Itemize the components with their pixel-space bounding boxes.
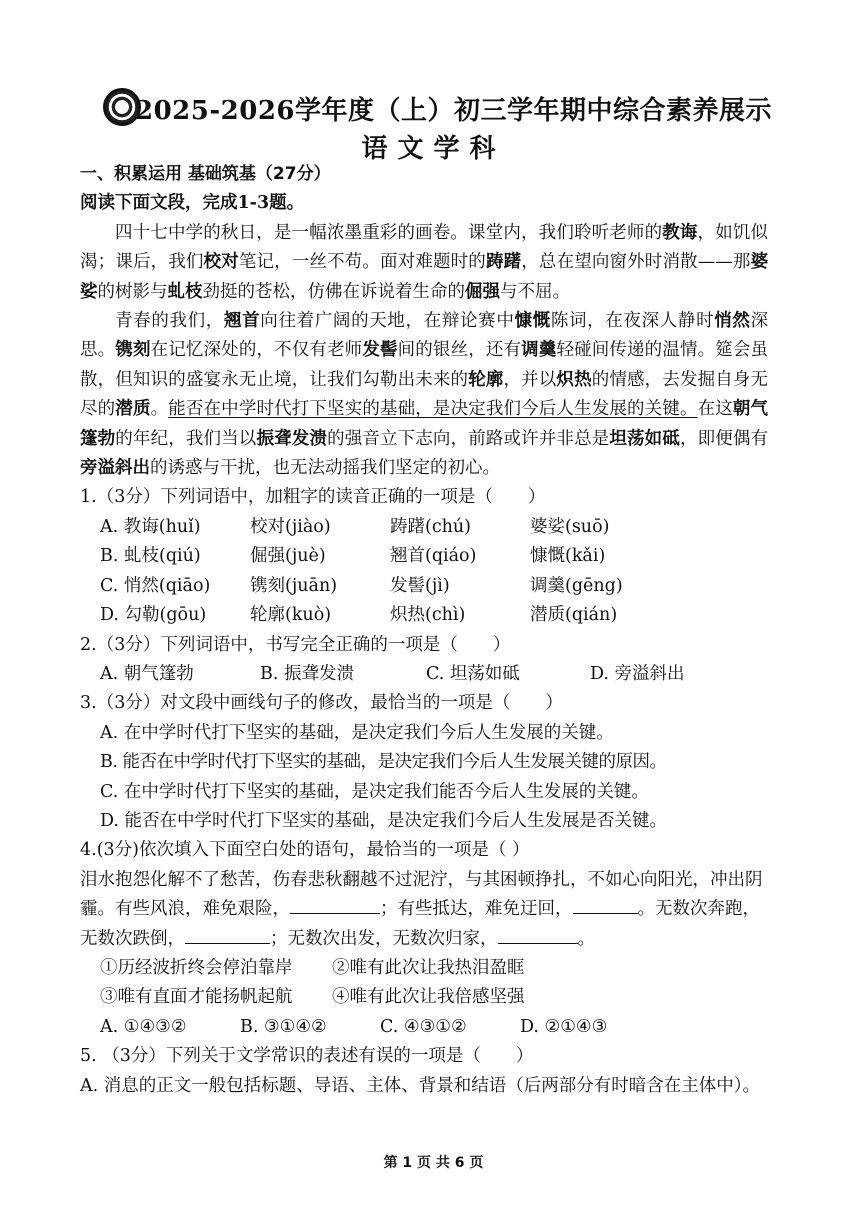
- text-run: 向往着广阔的天地，在辩论赛中: [260, 311, 515, 332]
- text-run: 的树影与: [97, 281, 168, 302]
- fill-blank: [498, 925, 578, 944]
- option-row: [80, 513, 768, 542]
- text-run: 的年纪，我们当以: [115, 428, 257, 449]
- section-heading: 一、积累运用 基础筑基（27分）: [80, 164, 331, 184]
- bold-word: 潜质: [115, 399, 151, 420]
- bold-word: 翘首: [223, 311, 261, 332]
- option-word: 潜质(qián): [530, 605, 618, 626]
- reading-instruction: 阅读下面文段，完成1-3题。: [80, 193, 305, 214]
- bold-word: 婆娑: [80, 252, 769, 302]
- text-run: 间的银丝，还有: [397, 340, 522, 361]
- text-run: ，即便偶有: [679, 428, 769, 449]
- bold-word: 朝气篷勃: [80, 399, 769, 449]
- bold-word: 踌躇: [485, 252, 522, 273]
- option: A. 消息的正文一般包括标题、导语、主体、背景和结语（后两部分有时暗含在主体中）。: [80, 1075, 761, 1096]
- option-word: 发髻(jì): [390, 575, 450, 596]
- bold-word: 慷慨: [514, 311, 551, 332]
- text-run: ，并以: [503, 369, 557, 390]
- text-run: 深思。: [80, 311, 769, 361]
- option-word: A. 教诲(huǐ): [100, 516, 201, 537]
- option: A. 朝气篷勃: [100, 663, 194, 684]
- question-2-options: [80, 660, 768, 689]
- option-word: C. 悄然(qiāo): [100, 575, 211, 596]
- text-run: 在记忆深处的，不仅有老师: [150, 340, 363, 361]
- exam-title: 2025-2026学年度（上）初三学年期中综合素养展示: [134, 96, 773, 126]
- option: B. 能否在中学时代打下坚实的基础，是决定我们今后人生发展关键的原因。: [100, 752, 667, 773]
- fill-blank: [290, 895, 380, 914]
- option-word: 调羹(gēng): [530, 575, 623, 596]
- bold-word: 虬枝: [167, 281, 203, 302]
- option-word: 轮廓(kuò): [250, 605, 332, 626]
- option-word: 婆娑(suō): [530, 516, 610, 537]
- option-word: 镌刻(juān): [250, 575, 338, 596]
- option: D. 旁溢斜出: [590, 663, 685, 684]
- question-4-choice-row: ①历经波折终会停泊靠岸 ②唯有此次让我热泪盈眶: [100, 957, 525, 978]
- bold-word: 悄然: [714, 311, 751, 332]
- text-run: 的情感，去发掘自身无尽的: [80, 369, 769, 420]
- fill-blank: [573, 895, 638, 914]
- page-number: 第 1 页 共 6 页: [383, 1155, 484, 1171]
- text-run: 的强音立下志向，前路或许并非总是: [327, 428, 610, 449]
- text-run: 笔记，一丝不苟。面对难题时的: [238, 252, 486, 273]
- bold-word: 倔强: [465, 281, 500, 302]
- bold-word: 发髻: [362, 340, 398, 361]
- option-word: 翘首(qiáo): [390, 546, 477, 567]
- text-run: 的诱惑与干扰，也无法动摇我们坚定的初心。: [150, 458, 500, 479]
- bold-word: 旁溢斜出: [80, 458, 150, 479]
- text-run: 与不屈。: [500, 281, 570, 302]
- question-3-stem: 3.（3分）对文段中画线句子的修改，最恰当的一项是（ ）: [80, 693, 563, 714]
- text-run: ，总在望向窗外时消散——那: [521, 252, 751, 273]
- option-row: [80, 601, 768, 630]
- underlined-sentence: 能否在中学时代打下坚实的基础，是决定我们今后人生发展的关键。: [168, 399, 698, 420]
- subject-title: 语文学科: [361, 134, 506, 164]
- option: B. 振聋发溃: [260, 663, 354, 684]
- option-word: 踌躇(chú): [390, 516, 471, 537]
- question-1-options: [80, 513, 768, 631]
- text-run: 。: [150, 399, 169, 420]
- reading-paragraph-1: [80, 219, 768, 307]
- question-4-options: A. ①④③② B. ③①④② C. ④③①② D. ②①④③: [100, 1016, 608, 1037]
- option: C. 在中学时代打下坚实的基础，是决定我们能否今后人生发展的关键。: [100, 781, 649, 802]
- option: A. 在中学时代打下坚实的基础，是决定我们今后人生发展的关键。: [100, 722, 614, 743]
- question-4-passage: 泪水抱怨化解不了愁苦，伤春悲秋翻越不过泥泞，与其困顿挣扎，不如心向阳光，冲出阴霾。有些风浪，难免艰险， ；有些抵达，难免迂回， 。无数次奔跑，无数次跌倒， ；无数次出发，无数次归家， 。: [80, 869, 763, 949]
- question-1-stem: 1.（3分）下列词语中，加粗字的读音正确的一项是（ ）: [80, 487, 546, 508]
- bold-word: 调羹: [521, 340, 557, 361]
- bold-word: 炽热: [556, 369, 592, 390]
- option-word: B. 虬枝(qiú): [100, 546, 201, 567]
- question-2-stem: 2.（3分）下列词语中，书写完全正确的一项是（ ）: [80, 634, 511, 655]
- text-run: 陈词，在夜深人静时: [550, 311, 715, 332]
- option-word: 倔强(juè): [250, 546, 326, 567]
- question-4-choice-row: ③唯有直面才能扬帆起航 ④唯有此次让我倍感坚强: [100, 987, 525, 1008]
- bold-word: 轮廓: [468, 369, 504, 390]
- option-word: 慷慨(kǎi): [530, 546, 606, 567]
- bold-word: 教诲: [662, 222, 698, 243]
- option-word: 炽热(chì): [390, 605, 466, 626]
- option: D. 能否在中学时代打下坚实的基础，是决定我们今后人生发展是否关键。: [100, 810, 668, 831]
- bold-word: 校对: [203, 252, 239, 273]
- bold-word: 镌刻: [115, 340, 151, 361]
- option-row: [80, 542, 768, 571]
- question-5-stem: 5. （3分）下列关于文学常识的表述有误的一项是（ ）: [80, 1046, 534, 1067]
- text-run: 劲挺的苍松，仿佛在诉说着生命的: [202, 281, 465, 302]
- option-word: 校对(jiào): [250, 516, 331, 537]
- question-4-stem: 4.(3分)依次填入下面空白处的语句，最恰当的一项是（ ）: [80, 840, 530, 861]
- fill-blank: [185, 925, 270, 944]
- text-run: ，如饥似渴；课后，我们: [80, 222, 769, 273]
- option-word: D. 勾勒(gōu): [100, 605, 207, 626]
- reading-paragraph-2: [80, 307, 768, 483]
- text-run: 在这: [697, 399, 733, 420]
- text-run: 四十七中学的秋日，是一幅浓墨重彩的画卷。课堂内，我们聆听老师的: [115, 222, 663, 243]
- option-row: [80, 572, 768, 601]
- option: C. 坦荡如砥: [426, 663, 520, 684]
- bold-word: 坦荡如砥: [609, 428, 680, 449]
- bold-word: 振聋发溃: [256, 428, 328, 449]
- exam-content: [80, 160, 768, 1101]
- text-run: 轻碰间传递的温情。筵会虽散，但知识的盛宴永无止境，让我们勾勒出未来的: [80, 340, 769, 390]
- text-run: 青春的我们，: [115, 311, 224, 332]
